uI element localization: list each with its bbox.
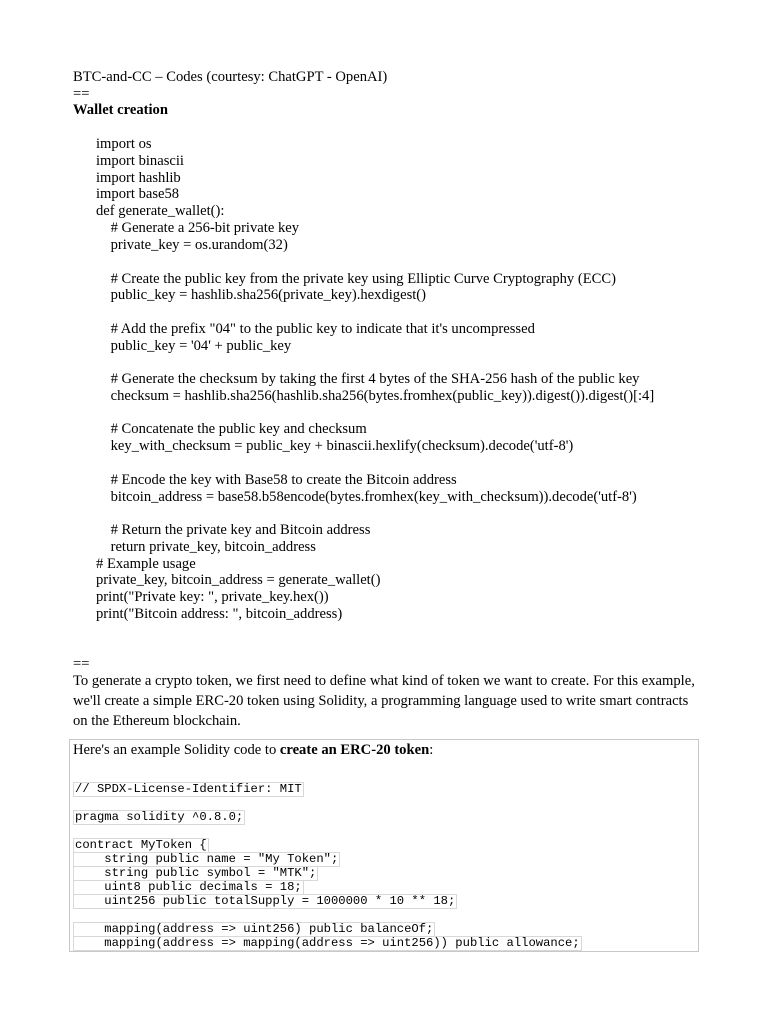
code-line: # Concatenate the public key and checksum [96, 421, 367, 437]
code-line: import base58 [96, 186, 180, 202]
code-line: public_key = '04' + public_key [96, 338, 292, 354]
code-line: import binascii [96, 153, 184, 169]
solidity-line: string public symbol = "MTK"; [75, 866, 317, 880]
code-line: # Encode the key with Base58 to create the Bitcoin address [96, 472, 457, 488]
code-line: private_key, bitcoin_address = generate_wallet() [96, 572, 381, 588]
code-line: # Generate the checksum by taking the first 4 bytes of the SHA-256 hash of the public key [96, 371, 640, 387]
code-line: public_key = hashlib.sha256(private_key).hexdigest() [96, 287, 427, 303]
document-title: BTC-and-CC – Codes (courtesy: ChatGPT - OpenAI) [73, 69, 388, 85]
solidity-line: pragma solidity ^0.8.0; [75, 810, 244, 824]
separator-line: == [73, 656, 90, 672]
code-line: import os [96, 136, 152, 152]
intro-text: Here's an example Solidity code to [73, 742, 280, 758]
code-line: print("Bitcoin address: ", bitcoin_address) [96, 606, 343, 622]
code-line: return private_key, bitcoin_address [96, 539, 316, 555]
solidity-line: uint8 public decimals = 18; [75, 880, 302, 894]
code-line: # Example usage [96, 556, 196, 572]
solidity-line: mapping(address => uint256) public balanceOf; [75, 922, 434, 936]
intro-bold-link: create an ERC-20 token [279, 742, 430, 758]
solidity-intro [73, 740, 433, 760]
solidity-code-box [69, 739, 699, 952]
code-line: # Add the prefix "04" to the public key to indicate that it's uncompressed [96, 321, 535, 337]
separator-line: == [73, 86, 90, 102]
solidity-line: mapping(address => mapping(address => uint256)) public allowance; [75, 936, 580, 950]
solidity-line: // SPDX-License-Identifier: MIT [75, 782, 302, 796]
code-line: import hashlib [96, 170, 181, 186]
token-paragraph: To generate a crypto token, we first need to define what kind of token we want to create. For this example, we'll create a simple ERC-20 token using Solidity, a programming language used to write smart contracts on the Ethereum blockchain. [73, 673, 695, 729]
code-line: checksum = hashlib.sha256(hashlib.sha256(bytes.fromhex(public_key)).digest()).digest()[:4] [96, 388, 655, 404]
solidity-line: contract MyToken { [75, 838, 207, 852]
code-line: # Create the public key from the private key using Elliptic Curve Cryptography (ECC) [96, 271, 616, 287]
solidity-line: uint256 public totalSupply = 1000000 * 10 ** 18; [75, 894, 456, 908]
code-line: # Return the private key and Bitcoin address [96, 522, 371, 538]
code-line: private_key = os.urandom(32) [96, 237, 288, 253]
code-line: bitcoin_address = base58.b58encode(bytes.fromhex(key_with_checksum)).decode('utf-8') [96, 489, 637, 505]
code-line: print("Private key: ", private_key.hex()) [96, 589, 329, 605]
code-line: key_with_checksum = public_key + binascii.hexlify(checksum).decode('utf-8') [96, 438, 574, 454]
code-line: def generate_wallet(): [96, 203, 225, 219]
code-line: # Generate a 256-bit private key [96, 220, 300, 236]
solidity-line: string public name = "My Token"; [75, 852, 339, 866]
section-heading: Wallet creation [73, 102, 168, 118]
intro-suffix: : [429, 742, 434, 758]
